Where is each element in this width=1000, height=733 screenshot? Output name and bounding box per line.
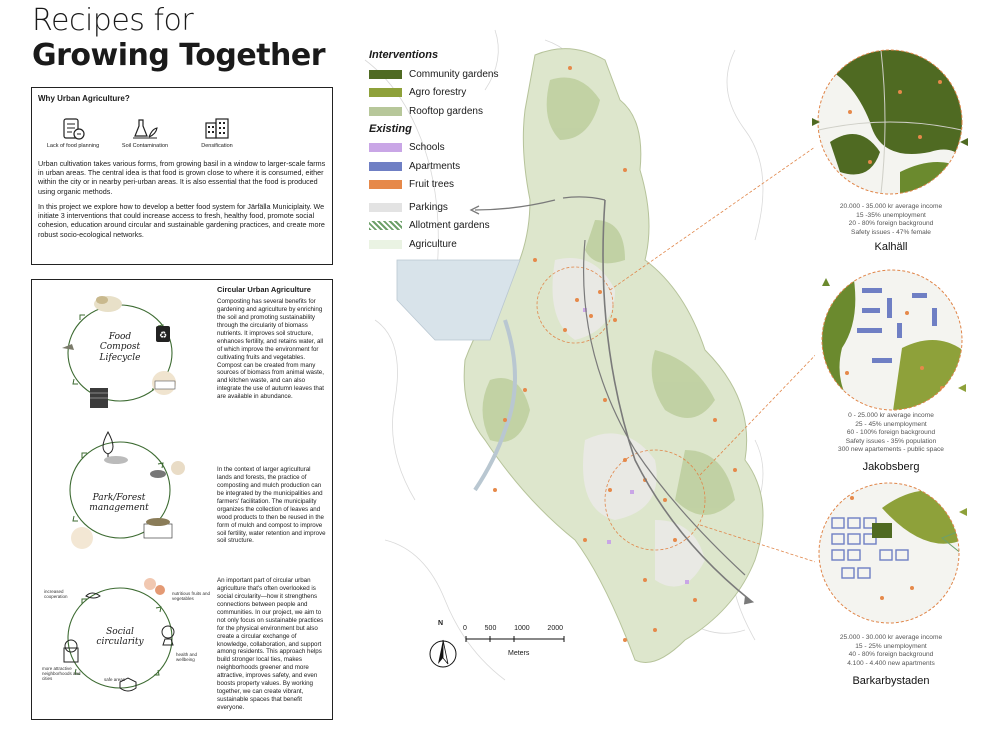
kalhall-stat: Safety issues - 47% female [851,228,931,236]
legend-item-fruit-trees [369,176,519,195]
legend-label: Fruit trees [409,179,455,191]
legend-label: Schools [409,142,445,154]
legend-label: Agro forestry [409,87,467,99]
legend-existing-title: Existing [369,122,412,135]
scale-tick: 2000 [547,625,563,632]
why-paragraph-2: In this project we explore how to develop a better food system for Järfälla Municiplaity. We initiate 3 interventions that could increase access to fresh, healthy food, promote social cohesion, education around circular and sustainable gardening practices, and create more robust socio-ecological networks. [38,201,325,239]
scale-unit: Meters [508,650,530,657]
barkarbystaden-stat: 25.000 - 30.000 kr average income [839,634,943,641]
legend-label: Community gardens [409,68,499,80]
legend-label: Parkings [409,201,448,213]
jakobsberg-stat: 300 new apartements - public space [838,446,944,454]
kalhall-stats [806,203,976,237]
swatch-community-gardens [369,70,402,79]
jakobsberg-stat: 60 - 100% foreign background [846,429,936,437]
barkarbystaden-stat: 40 - 80% foreign background [848,651,934,659]
legend-label: Agriculture [409,238,457,250]
scale-tick: 1000 [514,625,530,632]
social-label-attractive: more attractive neighborhoods and cities [42,666,81,681]
swatch-agro-forestry [369,88,402,97]
barkarbystaden-stats [806,634,976,668]
barkarbystaden-stat: 15 - 25% unemployment [855,642,927,650]
legend-item-parkings [369,198,519,217]
scale-ticks [463,625,563,632]
densification-label: Densification [201,143,233,149]
legend-label: Allotment gardens [409,220,490,232]
map-legend [369,49,519,254]
food-planning-label: Lack of food planning [46,143,100,149]
page-title [32,4,325,72]
scale-tick: 0 [463,625,467,632]
legend-item-apartments [369,157,519,176]
cycle-park-forest-title: Park/Forest management [89,493,149,514]
swatch-rooftop-gardens [369,107,402,116]
swatch-parkings [369,203,402,212]
social-label-health: health and wellbeing [176,652,198,662]
legend-label: Apartments [409,160,461,172]
cycle-social-title: Social circularity [96,627,144,648]
swatch-schools [369,143,402,152]
swatch-allotment-gardens [369,221,402,230]
svg-text:♻: ♻ [158,331,168,341]
why-urban-agriculture-panel [31,87,333,265]
circular-heading: Circular Urban Agriculture [217,285,311,294]
kalhall-stat: 20.000 - 35.000 kr average income [839,203,943,210]
kalhall-site-map [810,42,970,202]
barkarbystaden-stat: 4.100 - 4.400 new apartments [847,659,935,667]
circular-urban-agriculture-panel [31,279,333,720]
problem-icons [44,117,326,149]
transit-arrow-south [744,596,753,604]
soil-contamination-item [116,117,174,149]
title-line-1: Recipes for [32,3,194,38]
why-heading: Why Urban Agriculture? [38,94,130,103]
why-paragraph-1: Urban cultivation takes various forms, from growing basil in a window to larger-scale farms in urban areas. The central idea is that food is grown close to where it is consumed, either within the city or in nearby peri-urban areas. It is also essential that the food is produced using organic methods. [38,159,326,196]
scale-bar-graphic [430,635,580,645]
social-label-nutritious: nutritious fruits and vegetables [172,591,211,601]
jakobsberg-stat: Safety issues - 35% population [845,437,937,445]
scale-bar [430,625,580,657]
kalhall-name: Kalhäll [874,241,908,253]
legend-item-schools [369,139,519,158]
social-description: An important part of circular urban agriculture that's often overlooked is social circularity—how it strengthens connections between people and communities. In our project, we aim to not only focus on sustainable practices for the physical environment but also create a circular exchange of knowledge, collaboration, and support among residents. This approach helps build stronger local ties, makes neighborhoods greener and more attractive, improves safety, and even boosts property values. By working together, we can create vibrant, sustainable spaces that benefit everyone. [217,577,324,711]
park-description: In the context of larger agricultural lands and forests, the practice of composting and mulch production can be integrated by the municipalities and farmers' facilitation. The municipality organizes the collection of leaves and wood products to then be reused in the form of mulch and compost to improve soil fertility, water retention and improve soil structure. [217,466,326,545]
jakobsberg-stat: 0 - 25.000 kr average income [848,412,934,419]
social-label-cooperation: increased cooperation [44,589,68,599]
food-planning-item [44,117,102,149]
title-line-2: Growing Together [32,38,326,73]
jakobsberg-stat: 25 - 45% unemployment [855,420,927,428]
densification-item [188,117,246,149]
swatch-agriculture [369,240,402,249]
kalhall-stat: 15 -35% unemployment [856,211,926,219]
legend-item-rooftop-gardens [369,102,519,121]
north-label: N [438,620,444,627]
swatch-apartments [369,162,402,171]
jakobsberg-site-map [812,268,972,413]
kalhall-stat: 20 - 80% foreign background [848,220,934,228]
soil-contamination-icon [131,117,159,141]
legend-item-agriculture [369,235,519,254]
jakobsberg-name: Jakobsberg [862,461,920,473]
soil-contamination-label: Soil Contamination [121,143,169,149]
legend-item-agro-forestry [369,84,519,103]
swatch-fruit-trees [369,180,402,189]
scale-tick: 500 [484,625,497,632]
legend-interventions-title: Interventions [369,49,439,61]
compost-description: Composting has several benefits for gardening and agriculture by enriching the soil and promoting sustainability through the circularity of biomass nutrients. It improves soil structure, enhances fertility, and retains water, all of which improve the environment for cultivating fruits and vegetables. Compost can be created from many sources of biomass from animal waste, and kitchen waste, and can also integrate the use of autumn leaves that are available in abundance. [217,298,324,401]
food-planning-icon [60,117,86,141]
legend-item-community-gardens [369,65,519,84]
barkarbystaden-name: Barkarbystaden [852,675,930,687]
barkarbystaden-site-map [812,478,967,628]
cycle-food-compost-title: Food Compost Lifecycle [99,332,141,363]
legend-item-allotment-gardens [369,217,519,236]
densification-icon [203,117,231,141]
legend-label: Rooftop gardens [409,105,483,117]
jakobsberg-stats [806,412,976,455]
park-forest-management-diagram [38,420,208,555]
social-label-safe: safe areas [104,677,126,682]
